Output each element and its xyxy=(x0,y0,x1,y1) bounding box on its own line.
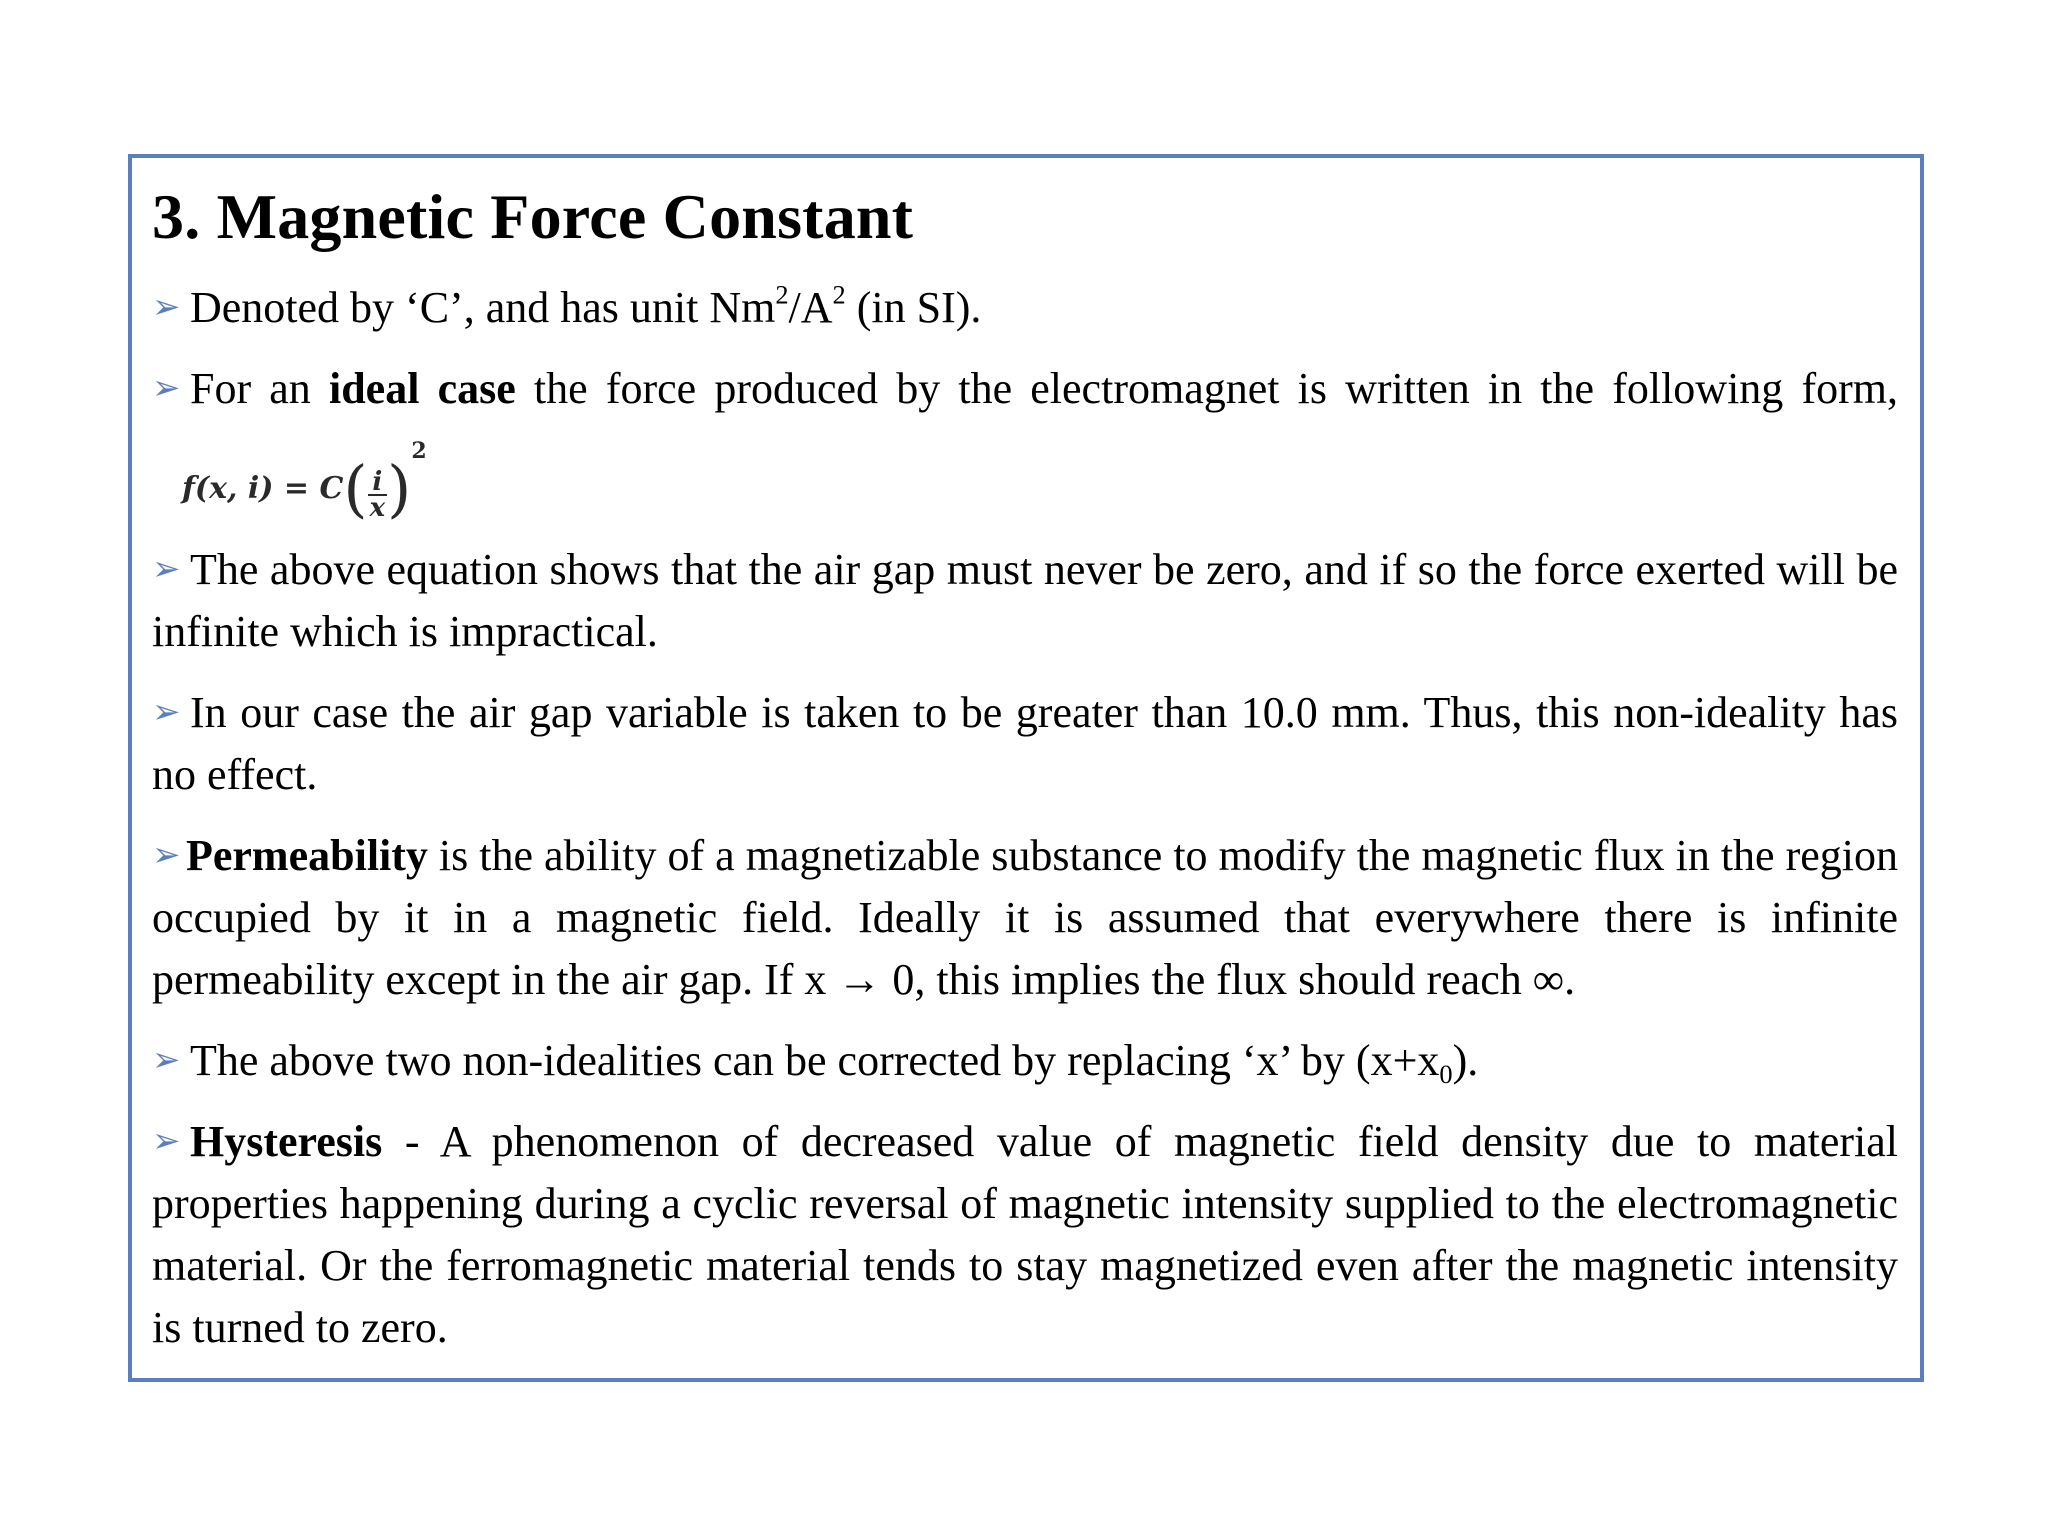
bullet-hysteresis: ➢ Hysteresis - A phenomenon of decreased value of magnetic field density due to material properties happening during a cyclic reversal of magnetic intensity supplied to the electromagnetic material. Or the ferromagnetic material tends to stay magnetized even after the magnetic intensity is turned to zero. xyxy=(152,1110,1898,1359)
arrow-bullet-icon: ➢ xyxy=(152,1040,181,1081)
equation-fraction: $\frac{i}{x}$ xyxy=(369,467,386,524)
bullet-permeability: ➢ Permeability is the ability of a magnetizable substance to modify the magnetic flux in the region occupied by it in a magnetic field. Ideally it is assumed that everywhere there is infinite permeability except in the air gap. If x → 0, this implies the flux should reach ∞. xyxy=(152,824,1898,1011)
bullet-corrections: ➢ The above two non-idealities can be corrected by replacing ‘x’ by $(x+x_0)$. xyxy=(152,1029,1898,1092)
slide-frame xyxy=(128,154,1924,1382)
bullet-ideal-case: ➢ For an ideal case the force produced by the electromagnet is written in the following form,f(x, i) = C( $\frac{i}{x}$ )$^2$ xyxy=(152,357,1898,520)
arrow-bullet-icon: ➢ xyxy=(152,692,181,733)
slide-title: 3. Magnetic Force Constant xyxy=(152,181,914,252)
arrow-bullet-icon: ➢ xyxy=(152,549,181,590)
arrow-bullet-icon: ➢ xyxy=(152,287,181,328)
force-equation: f(x, i) = C( $\frac{i}{x}$ )$^2$ xyxy=(182,438,427,526)
bullet-unit: ➢ Denoted by ‘C’, and has unit $Nm^2/A^2$ (in SI). xyxy=(152,276,1898,339)
arrow-bullet-icon: ➢ xyxy=(152,835,181,876)
arrow-bullet-icon: ➢ xyxy=(152,1121,181,1162)
bullet-air-gap-variable: ➢ In our case the air gap variable is taken to be greater than 10.0 mm. Thus, this non-ideality has no effect. xyxy=(152,681,1898,806)
arrow-bullet-icon: ➢ xyxy=(152,368,181,409)
bullet-air-gap-zero: ➢ The above equation shows that the air gap must never be zero, and if so the force exerted will be infinite which is impractical. xyxy=(152,538,1898,663)
